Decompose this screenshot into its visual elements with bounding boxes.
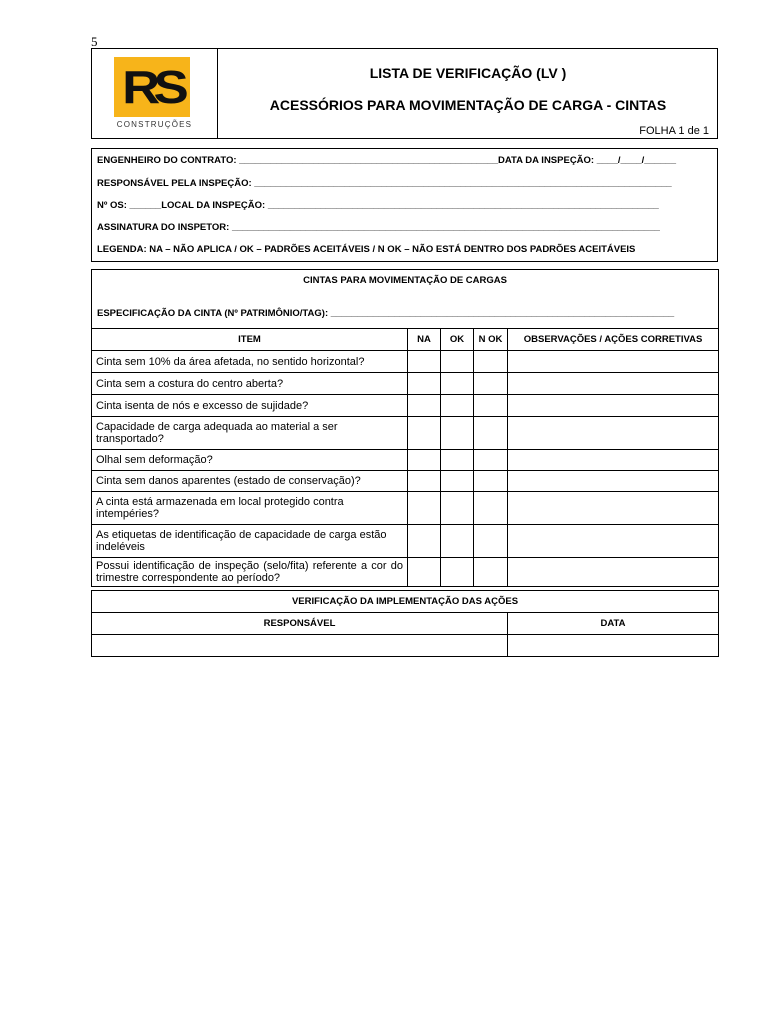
checklist-table bbox=[91, 269, 719, 587]
col-responsavel: RESPONSÁVEL bbox=[92, 613, 508, 635]
document-header bbox=[91, 48, 718, 139]
ok-cell[interactable] bbox=[441, 492, 474, 525]
table-row bbox=[92, 525, 719, 558]
na-cell[interactable] bbox=[408, 450, 441, 471]
table-row bbox=[92, 373, 719, 395]
table-row bbox=[92, 450, 719, 471]
na-cell[interactable] bbox=[408, 558, 441, 587]
col-ok: OK bbox=[441, 329, 474, 351]
obs-cell[interactable] bbox=[508, 450, 719, 471]
table-row bbox=[92, 417, 719, 450]
section-title: CINTAS PARA MOVIMENTAÇÃO DE CARGAS bbox=[92, 270, 719, 291]
table-row bbox=[92, 351, 719, 373]
nok-cell[interactable] bbox=[474, 525, 508, 558]
item-text: Cinta sem a costura do centro aberta? bbox=[92, 373, 408, 395]
obs-cell[interactable] bbox=[508, 525, 719, 558]
ok-cell[interactable] bbox=[441, 373, 474, 395]
inspection-info bbox=[91, 148, 718, 262]
company-logo bbox=[114, 57, 190, 117]
page-number: 5 bbox=[91, 34, 98, 49]
na-cell[interactable] bbox=[408, 373, 441, 395]
col-data: DATA bbox=[508, 613, 719, 635]
nok-cell[interactable] bbox=[474, 351, 508, 373]
obs-cell[interactable] bbox=[508, 351, 719, 373]
legend-line: LEGENDA: NA – NÃO APLICA / OK – PADRÕES ACEITÁVEIS / N OK – NÃO ESTÁ DENTRO DOS PADRÕES ACEITÁVEIS bbox=[97, 244, 636, 255]
ok-cell[interactable] bbox=[441, 417, 474, 450]
col-observacoes: OBSERVAÇÕES / AÇÕES CORRETIVAS bbox=[508, 329, 719, 351]
na-cell[interactable] bbox=[408, 351, 441, 373]
ok-cell[interactable] bbox=[441, 525, 474, 558]
nok-cell[interactable] bbox=[474, 558, 508, 587]
obs-cell[interactable] bbox=[508, 417, 719, 450]
col-item: ITEM bbox=[92, 329, 408, 351]
verification-title: VERIFICAÇÃO DA IMPLEMENTAÇÃO DAS AÇÕES bbox=[92, 591, 719, 613]
obs-cell[interactable] bbox=[508, 395, 719, 417]
nok-cell[interactable] bbox=[474, 450, 508, 471]
responsavel-cell[interactable] bbox=[92, 635, 508, 657]
nok-cell[interactable] bbox=[474, 417, 508, 450]
ok-cell[interactable] bbox=[441, 351, 474, 373]
nok-cell[interactable] bbox=[474, 471, 508, 492]
obs-cell[interactable] bbox=[508, 558, 719, 587]
na-cell[interactable] bbox=[408, 525, 441, 558]
item-text: Cinta sem danos aparentes (estado de conservação)? bbox=[92, 471, 408, 492]
item-text: As etiquetas de identificação de capacidade de carga estão indeléveis bbox=[92, 525, 408, 558]
na-cell[interactable] bbox=[408, 492, 441, 525]
item-text: Possui identificação de inspeção (selo/fita) referente a cor do trimestre correspondente ao período? bbox=[92, 558, 408, 587]
ok-cell[interactable] bbox=[441, 471, 474, 492]
table-row bbox=[92, 492, 719, 525]
item-text: Capacidade de carga adequada ao material a ser transportado? bbox=[92, 417, 408, 450]
ok-cell[interactable] bbox=[441, 558, 474, 587]
col-nok: N OK bbox=[474, 329, 508, 351]
spec-line: ESPECIFICAÇÃO DA CINTA (Nº PATRIMÔNIO/TAG): _________________________________________________________________ bbox=[92, 290, 719, 329]
na-cell[interactable] bbox=[408, 395, 441, 417]
na-cell[interactable] bbox=[408, 417, 441, 450]
na-cell[interactable] bbox=[408, 471, 441, 492]
obs-cell[interactable] bbox=[508, 492, 719, 525]
signature-line: ASSINATURA DO INSPETOR: _________________________________________________________________________________ bbox=[97, 222, 660, 233]
obs-cell[interactable] bbox=[508, 373, 719, 395]
item-text: Olhal sem deformação? bbox=[92, 450, 408, 471]
document-title: LISTA DE VERIFICAÇÃO (LV ) bbox=[369, 65, 567, 81]
nok-cell[interactable] bbox=[474, 492, 508, 525]
ok-cell[interactable] bbox=[441, 395, 474, 417]
os-location-line: Nº OS: ______LOCAL DA INSPEÇÃO: __________________________________________________________________________ bbox=[97, 200, 659, 211]
table-row bbox=[92, 471, 719, 492]
nok-cell[interactable] bbox=[474, 395, 508, 417]
table-row bbox=[92, 558, 719, 587]
nok-cell[interactable] bbox=[474, 373, 508, 395]
logo-letters: RS bbox=[122, 61, 182, 113]
data-cell[interactable] bbox=[508, 635, 719, 657]
item-text: A cinta está armazenada em local protegido contra intempéries? bbox=[92, 492, 408, 525]
item-text: Cinta isenta de nós e excesso de sujidade? bbox=[92, 395, 408, 417]
obs-cell[interactable] bbox=[508, 471, 719, 492]
ok-cell[interactable] bbox=[441, 450, 474, 471]
document-subtitle: ACESSÓRIOS PARA MOVIMENTAÇÃO DE CARGA - CINTAS bbox=[269, 97, 667, 113]
table-row bbox=[92, 395, 719, 417]
logo-caption: CONSTRUÇÕES bbox=[116, 120, 193, 129]
responsible-line: RESPONSÁVEL PELA INSPEÇÃO: _______________________________________________________________________________ bbox=[97, 178, 672, 189]
verification-table bbox=[91, 590, 719, 657]
logo-cell bbox=[92, 49, 218, 138]
sheet-number: FOLHA 1 de 1 bbox=[639, 125, 709, 137]
engineer-date-line: ENGENHEIRO DO CONTRATO: _________________________________________________DATA DA INSPEÇÃO: ____/____/______ bbox=[97, 155, 676, 166]
col-na: NA bbox=[408, 329, 441, 351]
item-text: Cinta sem 10% da área afetada, no sentido horizontal? bbox=[92, 351, 408, 373]
